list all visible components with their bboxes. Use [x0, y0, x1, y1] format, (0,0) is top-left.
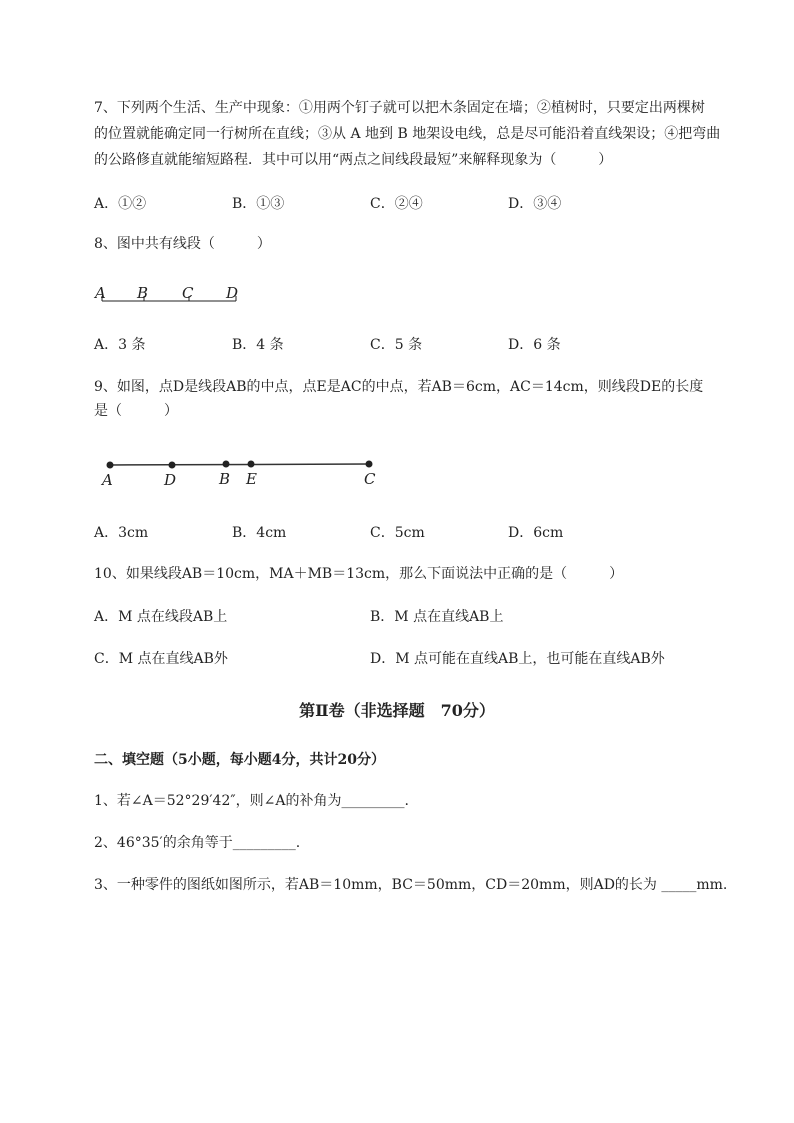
q7-line-3: 的公路修直就能缩短路程．其中可以用“两点之间线段最短”来解释现象为（ ） [94, 152, 613, 168]
q7-option-a: A．①② [94, 196, 147, 212]
q8-label-d: D [226, 284, 239, 302]
q9-segment-figure [96, 452, 386, 492]
q8-option-a: A．3 条 [94, 337, 146, 353]
fill-question-1: 1、若∠A＝52°29′42″，则∠A的补角为_________. [94, 793, 409, 809]
q9-option-a: A．3cm [94, 525, 149, 541]
q10-option-b: B．M 点在直线AB上 [370, 609, 504, 625]
q9-label-d: D [164, 471, 177, 489]
q10-stem: 10、如果线段AB＝10cm，MA＋MB＝13cm，那么下面说法中正确的是（ ） [94, 566, 624, 582]
q7-option-d: D．③④ [508, 196, 562, 212]
q8-stem: 8、图中共有线段（ ） [94, 236, 271, 252]
q9-label-c: C [364, 470, 376, 488]
q9-option-c: C．5cm [370, 525, 425, 541]
q9-label-e: E [246, 470, 257, 488]
q7-option-c: C．②④ [370, 196, 423, 212]
q8-option-b: B．4 条 [232, 337, 284, 353]
q10-option-c: C．M 点在直线AB外 [94, 651, 228, 667]
q10-option-d: D．M 点可能在直线AB上，也可能在直线AB外 [370, 651, 665, 667]
q7-line-2: 的位置就能确定同一行树所在直线；③从 A 地到 B 地架设电线，总是尽可能沿着直线架设；④把弯曲 [94, 126, 721, 142]
q10-option-a: A．M 点在线段AB上 [94, 609, 228, 625]
q8-option-d: D．6 条 [508, 337, 561, 353]
fill-question-3: 3、一种零件的图纸如图所示，若AB＝10mm，BC＝50mm，CD＝20mm，则AD的长为 _____mm. [94, 877, 728, 893]
q9-option-d: D．6cm [508, 525, 564, 541]
q7-line-1: 7、下列两个生活、生产中现象：①用两个钉子就可以把木条固定在墙；②植树时，只要定出两棵树 [94, 100, 705, 116]
q8-option-c: C．5 条 [370, 337, 423, 353]
q7-option-b: B．①③ [232, 196, 285, 212]
q9-line-2: 是（ ） [94, 403, 178, 419]
q8-label-a: A [95, 284, 106, 302]
q9-label-a: A [102, 471, 113, 489]
part2-title: 第Ⅱ卷（非选择题 70分） [299, 701, 495, 720]
q8-label-c: C [182, 284, 194, 302]
q9-option-b: B．4cm [232, 525, 287, 541]
fill-question-2: 2、46°35′的余角等于_________. [94, 835, 301, 851]
q9-label-b: B [219, 470, 231, 488]
section2-title: 二、填空题（5小题，每小题4分，共计20分） [94, 752, 385, 768]
q8-segment-figure [92, 282, 252, 312]
q8-label-b: B [137, 284, 149, 302]
q9-line-1: 9、如图，点D是线段AB的中点，点E是AC的中点，若AB＝6cm，AC＝14cm，则线段DE的长度 [94, 379, 704, 395]
